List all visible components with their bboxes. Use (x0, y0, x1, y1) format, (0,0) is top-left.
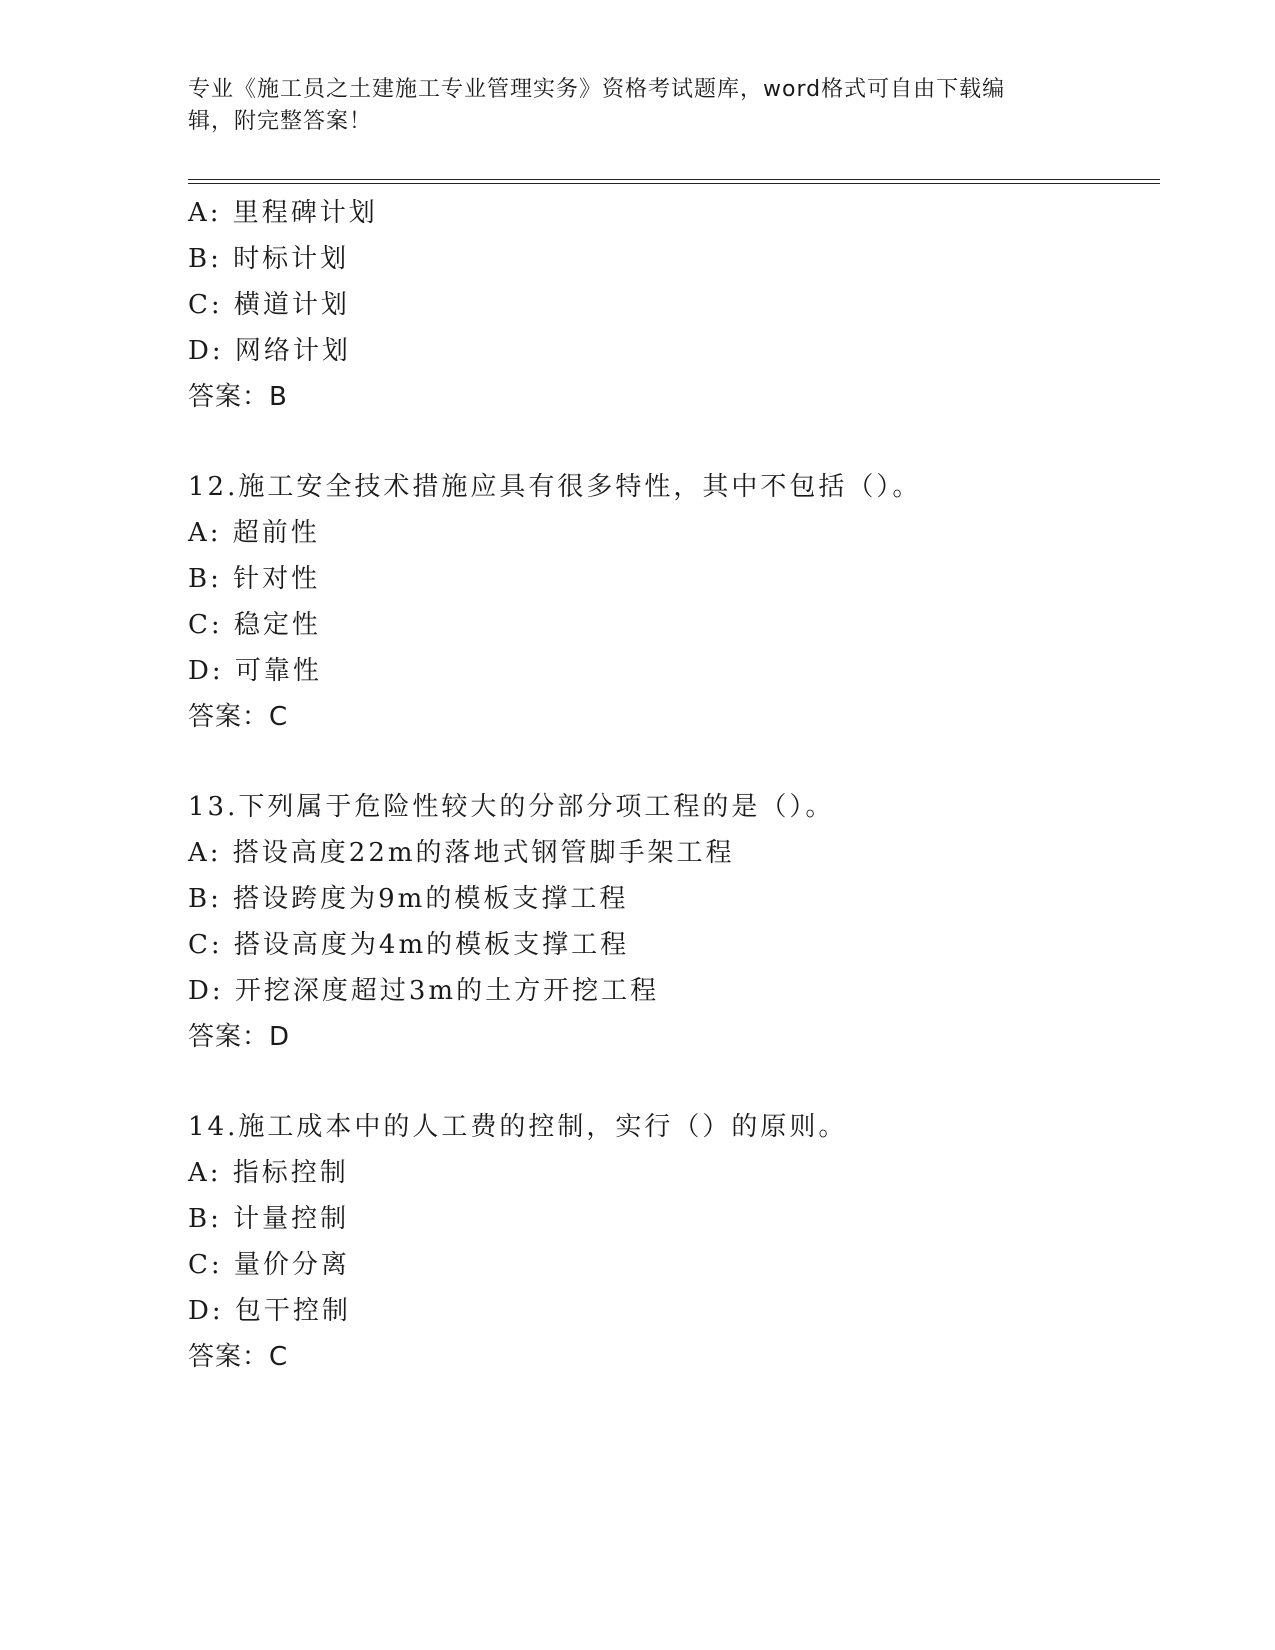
option-b: B: 搭设跨度为9m的模板支撑工程 (188, 884, 629, 914)
option-a: A: 搭设高度22m的落地式钢管脚手架工程 (188, 838, 735, 868)
option-c: C: 稳定性 (188, 610, 321, 640)
answer: 答案：C (188, 702, 289, 732)
option-b: B: 时标计划 (188, 244, 350, 274)
answer: 答案：B (188, 382, 288, 412)
option-b: B: 针对性 (188, 564, 321, 594)
header-divider-top (188, 179, 1160, 180)
answer: 答案：D (188, 1022, 291, 1052)
question-block-11 (188, 190, 1148, 420)
option-c: C: 横道计划 (188, 290, 350, 320)
answer: 答案：C (188, 1342, 289, 1372)
option-a: A: 超前性 (188, 518, 320, 548)
question-text: 13.下列属于危险性较大的分部分项工程的是（）。 (188, 792, 835, 822)
option-c: C: 量价分离 (188, 1250, 350, 1280)
question-block-13 (188, 784, 1148, 1060)
option-d: D: 开挖深度超过3m的土方开挖工程 (188, 976, 660, 1006)
option-a: A: 指标控制 (188, 1158, 349, 1188)
option-c: C: 搭设高度为4m的模板支撑工程 (188, 930, 630, 960)
option-b: B: 计量控制 (188, 1204, 350, 1234)
header-line-1: 专业《施工员之土建施工专业管理实务》资格考试题库，word格式可自由下载编 (188, 77, 1006, 102)
document-header (188, 74, 1088, 138)
question-block-14 (188, 1104, 1148, 1380)
question-text: 14.施工成本中的人工费的控制，实行（）的原则。 (188, 1112, 848, 1142)
question-text: 12.施工安全技术措施应具有很多特性，其中不包括（）。 (188, 472, 922, 502)
header-divider-bottom (188, 183, 1160, 184)
question-list (188, 190, 1148, 1380)
option-d: D: 包干控制 (188, 1296, 351, 1326)
option-a: A: 里程碑计划 (188, 198, 378, 228)
header-line-2: 辑，附完整答案！ (188, 109, 373, 134)
question-block-12 (188, 464, 1148, 740)
option-d: D: 网络计划 (188, 336, 351, 366)
option-d: D: 可靠性 (188, 656, 322, 686)
